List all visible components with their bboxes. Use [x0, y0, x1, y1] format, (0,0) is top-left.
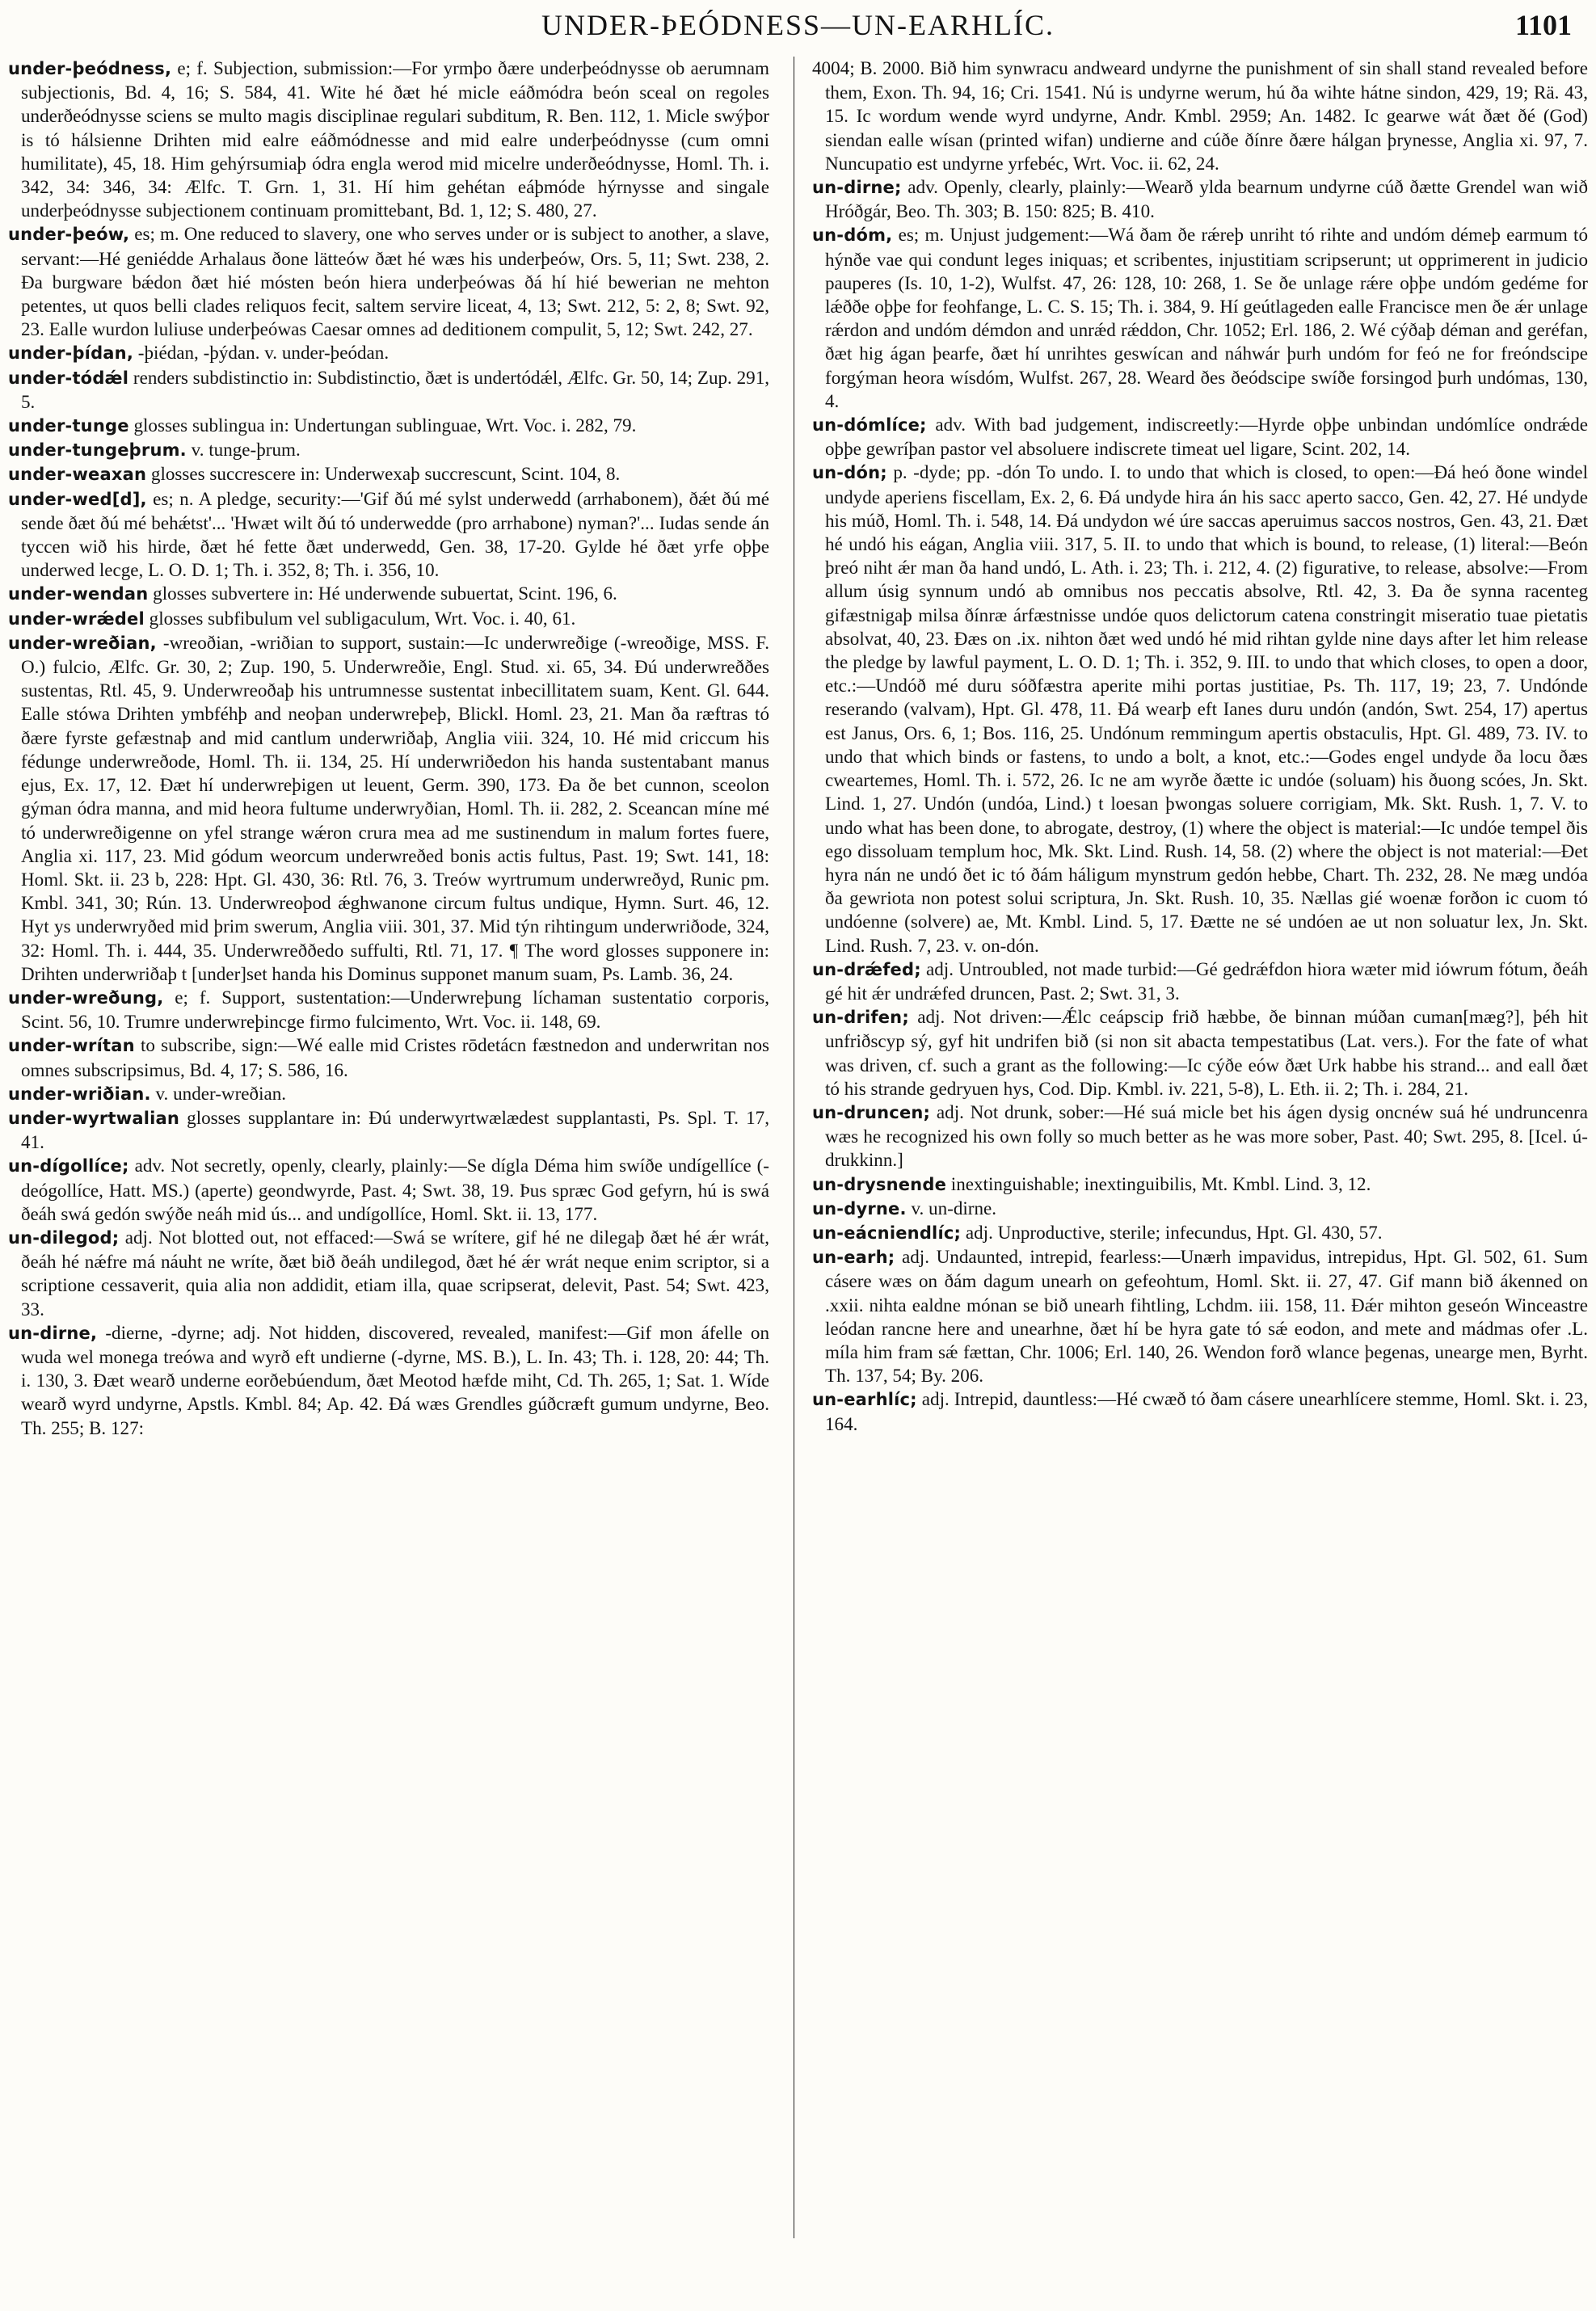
entry-text: adj. Not drunk, sober:—Hé suá micle bet his ágen dysig oncnéw suá hé undruncenra wæs he recognized his own folly so much better as he was more sober, Past. 40; Swt. 295, 8. [Icel. ú-drukkinn.]: [825, 1101, 1588, 1171]
entry-headword: under-wed[d],: [8, 489, 147, 509]
entry-headword: under-wendan: [8, 584, 149, 604]
entry-text: adj. Undaunted, intrepid, fearless:—Unærh impavidus, intrepidus, Hpt. Gl. 502, 61. Sum cásere wæs on ðám dagum unearh on gefeohtum, Homl. Skt. ii. 27, 47. Gif mann bið ákenned on .xxii. nihta ealdne mónan se bið unearh fihtling, Lchdm. iii. 158, 11. Ðǽr mihton geseón Winceastre leódan rancne here and unearhne, ðæt hí be hyra gate tó sǽ eodon, and mete and mádmas ofer .L. míla him fram sǽ fættan, Chr. 1006; Erl. 140, 26. Wendon forð wlance þegenas, unearge men, Byrht. Th. 137, 54; By. 206.: [825, 1246, 1588, 1387]
dictionary-entry: [8, 1154, 769, 1226]
running-head: UNDER-ÞEÓDNESS—UN-EARHLÍC.: [541, 9, 1055, 41]
dictionary-entry: [812, 175, 1588, 223]
entry-text: glosses sublingua in: Undertungan sublinguae, Wrt. Voc. i. 282, 79.: [128, 415, 637, 436]
entry-headword: under-wreðian,: [8, 633, 157, 653]
entry-text: es; m. Unjust judgement:—Wá ðam ðe rǽreþ unriht tó rihte and undóm démeþ earmum tó hýnðe vae qui condunt leges iniquas; et scribentes, injustitiam scripserunt; ut opprimerent in judicio pauperes (Is. 10, 1-2), Wulfst. 47, 26: 128, 10: 268, 1. Se ðe unlage rǽre oþþe undóm gedéme for lǽððe oþþe for feohfange, L. C. S. 15; Th. i. 384, 9. Hí geútlageden ealle Francisce men ðe ǽr unlage rǽrdon and undóm démdon and unrǽd rǽddon, Chr. 1052; Erl. 186, 2. Wé cýðaþ déman and geréfan, ðæt hig ágan þearfe, ðæt hí unrihtes geswícan and náhwár þurh undóm for feó ne for freóndscipe forgýman heora wísdóm, Wulfst. 267, 28. Weard ðes ðeódscipe swíðe forsingod þurh undómas, 130, 4.: [825, 224, 1588, 411]
entry-text: p. -dyde; pp. -dón To undo. I. to undo that which is closed, to open:—Ðá heó ðone windel undyde aperiens fiscellam, Ex. 2, 6. Ðá undyde hira án his sacc aperto sacco, Gen. 42, 27. Hé undyde his múð, Homl. Th. i. 548, 14. Ðá undydon wé úre saccas aperuimus saccos nostros, Gen. 43, 21. Ðæt hé undó his eágan, Anglia viii. 317, 5. II. to undo that which is bound, to release, (1) literal:—Beón þreó niht ǽr man ða hand undó, L. Ath. i. 23; Th. i. 212, 4. (2) figurative, to release, absolve:—From allum úsig synnum undó ab omnibus nos peccatis absolve, Rtl. 42, 3. Ða ðe synna racenteg gifæstnigaþ milsa ðínræ árfæstnisse undóe quos delictorum catena constringit miseratio tuae pietatis absolvat, 40, 23. Ðæs on .ix. nihton ðæt wed undó hé mid rihtan gylde nine days after let him release the pledge by lawful payment, L. O. D. 1; Th. i. 352, 9. III. to undo that which closes, to open a door, etc.:—Undóð mé duru sóðfæstra aperite mihi portas justitiae, Ps. Th. 117, 19; 23, 7. Undónde reserando (valvam), Hpt. Gl. 478, 11. Ðá wearþ eft Ianes duru undón (andón, Swt. 254, 17) apertus est Janus, Ors. 6, 1; Bos. 116, 25. Undónum remmingum apertis obstaculis, Hpt. Gl. 489, 73. IV. to undo that which binds or fastens, to undo a bolt, a knot, etc.:—Godes engel undyde ða locu ðæs cweartemes, Homl. Th. i. 572, 26. Ic ne am wyrðe ðætte ic undóe (soluam) his ðuong scóes, Jn. Skt. Lind. 1, 27. Undón (undóa, Lind.) t loesan þwongas soluere corrigiam, Mk. Skt. Rush. 1, 7. V. to undo what has been done, to abrogate, destroy, (1) where the object is material:—Ic undóe tempel ðis ego dissoluam templum hoc, Mk. Skt. Lind. Rush. 14, 58. (2) where the object is not material:—Ðet hyra nán ne undó ðet ic tó ðám háligum mynstrum gedón hebbe, Chart. Th. 232, 28. Ne mæg undóa ða gewriota non potest solui scriptura, Jn. Skt. Rush. 10, 35. Nællas gié woenæ forðon ic cuom tó undóenne (solvere) ae, Mt. Kmbl. Lind. 5, 17. Ðætte ne sé undóen ae ut non soluatur lex, Jn. Skt. Lind. Rush. 7, 23. v. on-dón.: [825, 461, 1588, 956]
dictionary-entry: [812, 461, 1588, 957]
dictionary-entry: [8, 631, 769, 986]
entry-headword: un-dyrne.: [812, 1198, 907, 1219]
entry-headword: under-wriðian.: [8, 1084, 151, 1104]
dictionary-entry: [8, 438, 769, 462]
entry-text: adj. Not driven:—Ǽlc ceápscip frið hæbbe, ðe binnan múðan cuman[mæg?], þéh hit unfriðscyp sý, gyf hit undrifen bið (si non sit abacta tempestatibus (Lat. vers.). For the fate of what was driven, cf. such a grant as the following:—Ic cýðe eów ðæt Urk habbe his strand... and eall ðæt tó his strande gedryuen hys, Cod. Dip. Kmbl. iv. 221, 5-8), L. Eth. ii. 2; Th. i. 284, 21.: [825, 1006, 1588, 1099]
dictionary-entry: [812, 1245, 1588, 1387]
dictionary-entry: [812, 1172, 1588, 1197]
dictionary-entry: [8, 607, 769, 631]
entry-text: inextinguishable; inextinguibilis, Mt. Kmbl. Lind. 3, 12.: [946, 1172, 1371, 1194]
dictionary-entry: [812, 1101, 1588, 1172]
dictionary-entry: [8, 462, 769, 486]
dictionary-entry: [812, 958, 1588, 1005]
dictionary-entry: [8, 582, 769, 606]
entry-text: glosses supplantare in: Ðú underwyrtwælædest supplantasti, Ps. Spl. T. 17, 41.: [21, 1106, 769, 1153]
entry-headword: under-þeódness,: [8, 59, 172, 78]
entry-headword: under-tódǽl: [8, 368, 129, 388]
entry-headword: under-tungeþrum.: [8, 440, 187, 461]
entry-text: glosses succrescere in: Underwexaþ succrescunt, Scint. 104, 8.: [146, 463, 621, 485]
entry-text: -þiédan, -þýdan. v. under-þeódan.: [133, 342, 390, 364]
right-column: [812, 57, 1588, 2303]
entry-text: v. un-dirne.: [906, 1197, 997, 1219]
entry-text: v. tunge-þrum.: [186, 439, 301, 461]
page-header: [24, 8, 1572, 42]
entry-headword: un-druncen;: [812, 1102, 931, 1122]
entry-text: glosses subfibulum vel subligaculum, Wrt. Voc. i. 40, 61.: [144, 607, 576, 629]
entry-text: renders subdistinctio in: Subdistinctio, ðæt is undertódǽl, Ælfc. Gr. 50, 14; Zup. 291, 5.: [21, 366, 770, 412]
entry-text: e; f. Subjection, submission:—For yrmþo ðære underþeódnysse ob aerumnam subjectionis, Bd. 4, 16; S. 584, 41. Wite hé ðæt hé micle eáðmódra beón sceal on regoles underðeódnysse sciens se multo magis disciplinae regulari subditum, R. Ben. 112, 1. Micle swýþor is tó hálsienne Drihten mid ealre eáðmódnesse and mid ealre underþeódnysse (cum omni humilitate), 45, 18. Him gehýrsumiaþ ódra engla werod mid micelre underðeódnysse, Homl. Th. i. 342, 34: 346, 34: Ælfc. T. Grn. 1, 31. Hí him gehétan eáþmóde hýrnysse and singale underþeódnysse subjectionem continuam promittebant, Bd. 1, 12; S. 480, 27.: [21, 57, 769, 221]
dictionary-entry: [812, 223, 1588, 413]
page-number: 1101: [1514, 9, 1572, 41]
dictionary-entry: [8, 414, 769, 438]
entry-headword: under-wreðung,: [8, 987, 164, 1008]
dictionary-entry: [812, 1197, 1588, 1221]
dictionary-entry: [8, 341, 769, 365]
entry-headword: un-dirne;: [812, 178, 902, 198]
dictionary-entry: [812, 1221, 1588, 1245]
entry-headword: un-dilegod;: [8, 1227, 120, 1248]
dictionary-entry: [812, 413, 1588, 461]
entry-headword: under-tunge: [8, 416, 129, 436]
entry-headword: under-wrǽdel: [8, 608, 145, 629]
entry-text: to subscribe, sign:—Wé ealle mid Cristes rōdetácn fæstnedon and underwritan nos omnes subscripsimus, Bd. 4, 17; S. 586, 16.: [21, 1034, 769, 1080]
entry-headword: under-weaxan: [8, 465, 147, 485]
entry-text: 4004; B. 2000. Bið him synwracu andweard undyrne the punishment of sin shall stand revealed before them, Exon. Th. 94, 16; Cri. 1541. Nú is undyrne werum, hú ða wihte hátne sindon, 429, 19; Rä. 43, 15. Ic wordum wende wyrd undyrne, Andr. Kmbl. 2959; An. 1482. Ic gearwe wát ðæt ðé (God) siendan ealle wísan (printed wifan) undierne and cúðe ðínre ðære hálgan þrynesse, Anglia xi. 97, 7. Nuncupatio est undyrne yrfebéc, Wrt. Voc. ii. 62, 24.: [812, 57, 1588, 174]
entry-headword: under-wyrtwalian: [8, 1108, 180, 1128]
entry-headword: un-dígollíce;: [8, 1156, 129, 1177]
entry-headword: under-þeów,: [8, 225, 130, 245]
left-column: [8, 57, 784, 2303]
dictionary-entry: [8, 1226, 769, 1321]
entry-text: es; n. A pledge, security:—'Gif ðú mé sylst underwedd (arrhabonem), ðǽt ðú mé sende ðæt ðú mé behǽtst'... 'Hwæt wilt ðú tó underwedde (pro arrhabone) nyman?'... Iudas sende án tyccen wið his hirde, ðæt hé fette ðæt underwedd, Gen. 38, 17-20. Gylde hé ðæt yrfe oþþe underwed lecge, L. O. D. 1; Th. i. 352, 8; Th. i. 356, 10.: [21, 487, 769, 581]
entry-headword: under-wrítan: [8, 1036, 135, 1056]
dictionary-entry: [8, 986, 769, 1033]
dictionary-entry: [8, 366, 769, 414]
entry-text: glosses subvertere in: Hé underwende subuertat, Scint. 196, 6.: [148, 583, 617, 604]
entry-headword: un-earh;: [812, 1248, 895, 1268]
dictionary-entry: [812, 57, 1588, 175]
entry-text: adj. Untroubled, not made turbid:—Gé gedrǽfdon hiora wæter mid iówrum fótum, ðeáh gé hit ǽr undrǽfed druncen, Past. 2; Swt. 31, 3.: [825, 958, 1588, 1004]
entry-text: adj. Intrepid, dauntless:—Hé cwæð tó ðam cásere unearhlícere stemme, Homl. Skt. i. 23, 164.: [825, 1388, 1588, 1434]
entry-text: es; m. One reduced to slavery, one who serves under or is subject to another, a slave, servant:—Hé geniédde Arhalaus ðone lätteów ðæt hé wæs his underþeów, Ors. 5, 11; Swt. 238, 2. Ða burgware bǽdon ðæt hié mósten beón hiera underþeówas ðá hí hié bewerian ne mehton petentes, ut quos belli clades reliquos fecit, saltem servire liceat, 4, 13; Swt. 212, 5: 2, 8; Swt. 92, 23. Ealle wurdon luliuse underþeówas Caesar omnes ad deditionem compulit, 5, 12; Swt. 242, 27.: [21, 223, 769, 340]
dictionary-entry: [812, 1005, 1588, 1101]
entry-headword: un-dirne,: [8, 1323, 98, 1343]
dictionary-entry: [8, 1033, 769, 1081]
entry-headword: un-earhlíc;: [812, 1390, 917, 1410]
entry-text: e; f. Support, sustentation:—Underwreþung líchaman sustentatio corporis, Scint. 56, 10. Trumre underwreþincge firmo fulcimento, Wrt. Voc. ii. 148, 69.: [21, 986, 769, 1033]
dictionary-entry: [812, 1387, 1588, 1435]
entry-text: adv. Openly, clearly, plainly:—Wearð ylda bearnum undyrne cúð ðætte Grendel wan wið Hróðgár, Beo. Th. 303; B. 150: 825; B. 410.: [825, 176, 1588, 222]
entry-headword: un-drǽfed;: [812, 959, 921, 979]
entry-text: adv. Not secretly, openly, clearly, plainly:—Se dígla Déma him swíðe undígellíce (-deógollíce, Hatt. MS.) (aperte) geondwyrde, Past. 4; Swt. 38, 19. Þus spræc God gefyrn, hú is swá ðeáh swá gedón swýðe neáh mid ús... and undígollíce, Homl. Skt. ii. 13, 177.: [21, 1155, 769, 1224]
entry-headword: un-eácniendlíc;: [812, 1223, 962, 1243]
entry-text: -dierne, -dyrne; adj. Not hidden, discovered, revealed, manifest:—Gif mon áfelle on wuda wel monega treówa and wyrð eft undierne (-dyrne, MS. B.), L. In. 43; Th. i. 128, 20: 44; Th. i. 130, 3. Ðæt wearð underne eorðebúendum, ðæt Meotod hæfde miht, Cd. Th. 265, 1; Sat. 1. Wíde wearð wyrd undyrne, Apstls. Kmbl. 84; Ap. 42. Ðá wæs Grendles gúðcræft gumum undyrne, Beo. Th. 255; B. 127:: [21, 1321, 769, 1438]
dictionary-entry: [8, 487, 769, 583]
entry-headword: un-dóm,: [812, 225, 893, 246]
entry-headword: un-drifen;: [812, 1008, 909, 1028]
dictionary-entry: [8, 57, 769, 222]
entry-headword: un-dón;: [812, 463, 887, 483]
entry-text: adj. Not blotted out, not effaced:—Swá se wrítere, gif hé ne dilegaþ ðæt hé ǽr wrát, ðeáh hé nǽfre má náuht ne wríte, ðæt bið ðeáh undilegod, ðæt hé ǽr wrát neque enim scriptor, si a scriptione cessaverit, quia alia non addidit, etiam illa, quae scripserat, delevit, Past. 54; Swt. 423, 33.: [21, 1226, 769, 1320]
entry-headword: under-þídan,: [8, 343, 134, 364]
entry-text: adj. Unproductive, sterile; infecundus, Hpt. Gl. 430, 57.: [961, 1221, 1383, 1243]
dictionary-entry: [8, 1321, 769, 1440]
entry-text: adv. With bad judgement, indiscreetly:—Hyrde oþþe unbindan undómlíce ondrǽde oþþe gewríþan pastor vel absoluere indiscrete timeat uel ligare, Scint. 202, 14.: [825, 414, 1588, 460]
entry-headword: un-dómlíce;: [812, 415, 927, 436]
entry-headword: un-drysnende: [812, 1174, 947, 1194]
dictionary-entry: [8, 1082, 769, 1106]
entry-text: v. under-wreðian.: [150, 1082, 287, 1104]
entry-text: -wreoðian, -wriðian to support, sustain:—Ic underwreðige (-wreoðige, MSS. F. O.) fulcio, Ælfc. Gr. 30, 2; Zup. 190, 5. Underwreðie, Engl. Stud. xi. 65, 34. Ðú underwreððes sustentas, Rtl. 45, 9. Underwreoðaþ his untrumnesse sustentat inbecillitatem suam, Kent. Gl. 644. Ealle stówa Drihten ymbféhþ and neoþan underwreþeþ, Blickl. Homl. 23, 21. Man ða ræftras tó ðære fyrste gefæstnaþ and mid cantlum underwriðaþ, Anglia viii. 324, 10. Hé mid criccum his fédunge underwreðode, Homl. Th. ii. 134, 25. Hí underwriðedon his handa sustentabant manus ejus, Ex. 17, 12. Ðæt hí underwreþigen ut leuent, Germ. 390, 173. Ða ðe bet cunnon, sceolon gýman ódra manna, and mid heora fultume underwryðian, Homl. Th. ii. 282, 2. Sceancan míne mé tó underwreðigenne on yfel strange wǽron crura mea ad me sustinendum in malum fortes fuere, Anglia xi. 117, 23. Mid gódum weorcum underwreðed bonis actis fultus, Past. 19; Swt. 141, 18: Homl. Skt. ii. 23 b, 228: Hpt. Gl. 430, 36: Rtl. 76, 3. Treów wyrtrumum underwreðyd, Runic pm. Kmbl. 341, 30; Rún. 13. Underwreoþod ǽghwanone circum fultus undique, Hymn. Surt. 46, 12. Hyt ys underwryðed mid þrim swerum, Anglia viii. 301, 37. Mid týn rihtingum underwriðode, 324, 32: Homl. Th. i. 444, 35. Underwreððedo suffulti, Rtl. 71, 17. ¶ The word glosses supponere in: Drihten underwriðaþ t [under]set handa his Dominus supponet manum suam, Ps. Lamb. 36, 24.: [21, 631, 769, 984]
dictionary-entry: [8, 222, 769, 341]
dictionary-entry: [8, 1106, 769, 1154]
